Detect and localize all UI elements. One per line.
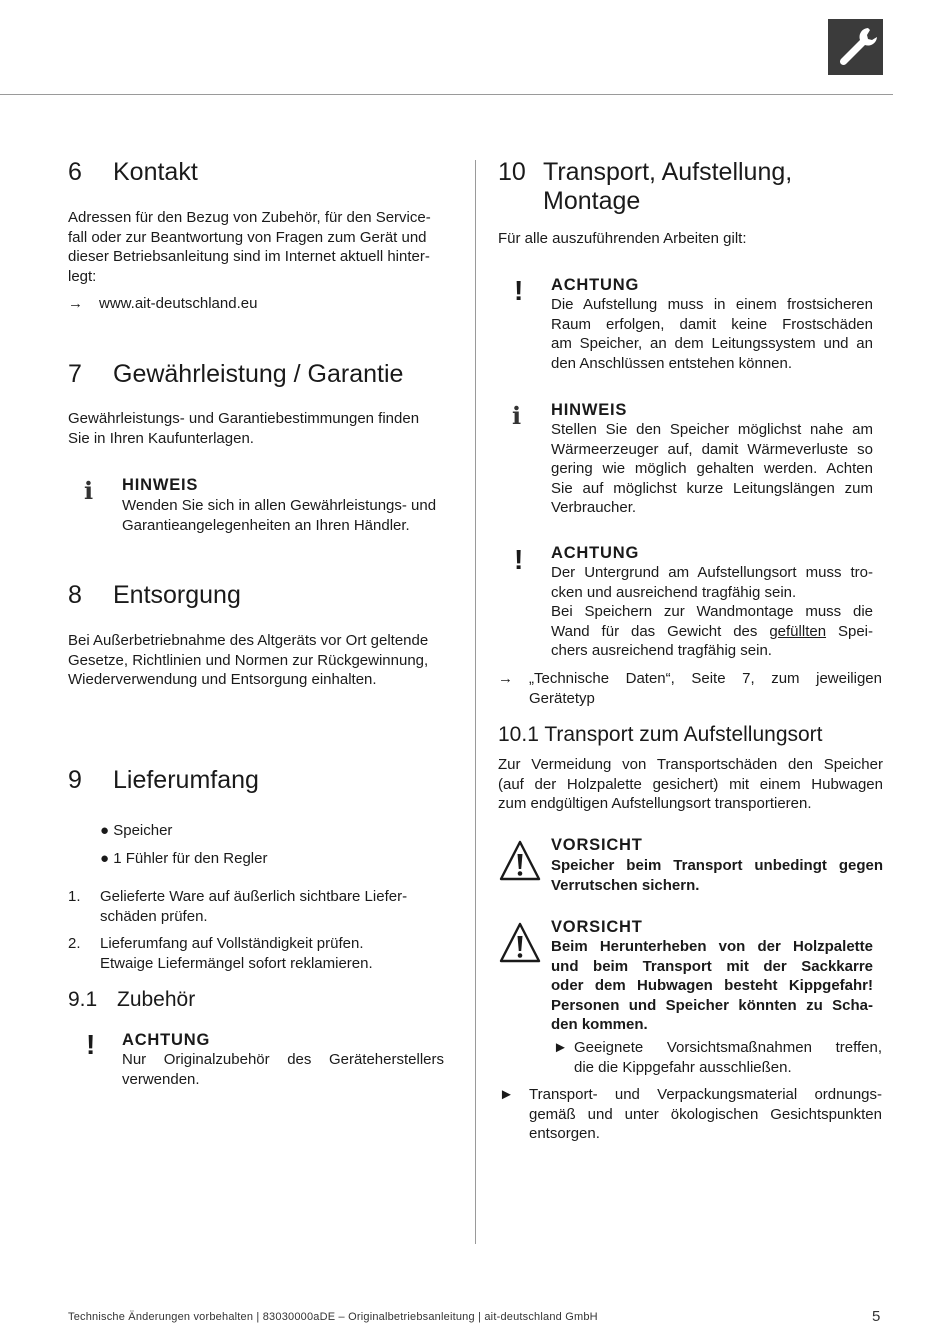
caution-body	[551, 937, 873, 1035]
warning-body	[122, 1050, 444, 1089]
link-arrow-icon: →	[68, 295, 83, 312]
section-8-paragraph	[68, 631, 453, 690]
warning-triangle-icon	[498, 921, 542, 965]
warning-triangle-icon	[498, 839, 542, 883]
section-number: 8	[68, 581, 82, 609]
text-line: Sie auf möglichst kurze Leitungslängen zum	[551, 479, 873, 497]
text-line: Bei Außerbetriebnahme des Altgeräts vor Ort geltende	[68, 632, 429, 649]
caution-body	[551, 856, 883, 895]
intro-text: Für alle auszuführenden Arbeiten gilt:	[498, 230, 747, 247]
text-line: gemäß und unter ökologischen Gesichtspunkten	[529, 1105, 882, 1123]
section-10-heading	[498, 158, 898, 218]
website-link[interactable]: www.ait-deutschland.eu	[99, 295, 258, 312]
reference-arrow-icon: →	[498, 670, 513, 687]
text-line: (auf der Holzpalette gesichert) mit einem Hubwagen	[498, 775, 883, 793]
text-line: am Speicher, an dem Leitungssystem und an	[551, 335, 873, 352]
action-triangle-icon: ►	[499, 1086, 514, 1103]
section-number: 10	[498, 158, 526, 186]
section-title: Kontakt	[113, 158, 198, 186]
text-line: dieser Betriebsanleitung sind im Internet aktuell hinter-	[68, 248, 430, 265]
section-7-paragraph	[68, 409, 453, 448]
section-title-continued: Montage	[543, 187, 641, 215]
column-divider	[475, 160, 476, 1244]
caution-label: VORSICHT	[551, 918, 643, 936]
text-line: Transport- und Verpackungsmaterial ordnungs-	[529, 1086, 882, 1103]
section-number: 9	[68, 766, 82, 794]
warning-body	[551, 563, 873, 661]
text-line: legt:	[68, 267, 97, 285]
text-line: Etwaige Liefermängel sofort reklamieren.	[100, 954, 373, 972]
text-line: Garantieangelegenheiten an Ihren Händler.	[122, 516, 410, 534]
text-line: verwenden.	[122, 1070, 200, 1088]
caution-action	[574, 1038, 882, 1077]
section-6-paragraph	[68, 208, 453, 286]
warning-body	[551, 295, 873, 373]
section-8-heading	[68, 581, 448, 611]
text-line: Geeignete Vorsichtsmaßnahmen treffen,	[574, 1039, 882, 1056]
step-number: 1.	[68, 888, 81, 905]
text-line: fall oder zur Beantwortung von Fragen zum Gerät und	[68, 228, 427, 246]
text-line: Wärmeerzeuger auf, damit Wärmeverluste so	[551, 440, 873, 458]
section-title: Entsorgung	[113, 581, 241, 609]
section-number: 7	[68, 360, 82, 388]
text-line: Raum erfolgen, damit keine Frostschäden	[551, 315, 873, 333]
text-line: Gerätetyp	[529, 689, 595, 707]
text-line: schäden prüfen.	[100, 907, 208, 925]
text-line: Der Untergrund am Aufstellungsort muss tro-	[551, 564, 873, 581]
section-9-1-heading	[68, 987, 448, 1013]
warning-label: ACHTUNG	[551, 276, 640, 294]
step-number: 2.	[68, 935, 81, 952]
text-line: gering wie möglich gehalten werden. Achten	[551, 460, 873, 477]
exclamation-icon: !	[514, 275, 524, 306]
text-line: Gewährleistungs- und Garantiebestimmungen finden	[68, 410, 420, 427]
text-line: Personen und Speicher könnten zu Scha-	[551, 996, 873, 1014]
text-line: Wiederverwendung und Entsorgung einhalten.	[68, 671, 377, 688]
text-line: oder dem Hubwagen besteht Kippgefahr!	[551, 977, 873, 994]
text-line: Sie in Ihren Kaufunterlagen.	[68, 429, 254, 447]
note-label: HINWEIS	[551, 401, 628, 419]
section-title: Zubehör	[117, 988, 196, 1011]
page-number: 5	[872, 1308, 881, 1325]
section-9-heading	[68, 766, 448, 796]
text-line: Zur Vermeidung von Transportschäden den Speicher	[498, 756, 883, 773]
text-line: und beim Transport mit der Sackkarre	[551, 957, 873, 975]
text-line: den kommen.	[551, 1016, 648, 1033]
text-line: zum endgültigen Aufstellungsort transportieren.	[498, 795, 812, 812]
text-line: Verrutschen sichern.	[551, 876, 700, 894]
list-item: ● Speicher	[100, 822, 173, 839]
text-line: die die Kippgefahr ausschließen.	[574, 1058, 792, 1076]
section-title: Gewährleistung / Garantie	[113, 360, 404, 388]
text-line: cken und ausreichend tragfähig sein.	[551, 583, 797, 601]
text-line: Beim Herunterheben von der Holzpalette	[551, 938, 873, 955]
section-title: Lieferumfang	[113, 766, 259, 794]
step-text	[100, 934, 452, 973]
section-7-heading	[68, 360, 448, 390]
text-line: Lieferumfang auf Vollständigkeit prüfen.	[100, 935, 364, 952]
list-item: ● 1 Fühler für den Regler	[100, 850, 268, 867]
text-line: Nur Originalzubehör des Geräteherstellers	[122, 1051, 444, 1068]
text-line: Gelieferte Ware auf äußerlich sichtbare Liefer-	[100, 888, 408, 905]
text-fragment: Spei-	[826, 622, 873, 640]
info-icon: ℹ	[512, 402, 522, 430]
text-line: chers ausreichend tragfähig sein.	[551, 642, 772, 659]
text-line: Gesetze, Richtlinien und Normen zur Rückgewinnung,	[68, 651, 429, 669]
header-rule	[0, 94, 893, 95]
action-triangle-icon: ►	[553, 1039, 568, 1056]
text-line: Adressen für den Bezug von Zubehör, für den Service-	[68, 209, 431, 226]
text-line	[551, 622, 873, 642]
text-line: Stellen Sie den Speicher möglichst nahe am	[551, 421, 873, 438]
wrench-icon-box	[828, 19, 883, 75]
text-line: Bei Speichern zur Wandmontage muss die	[551, 603, 873, 620]
section-number: 9.1	[68, 988, 98, 1011]
info-icon: ℹ	[84, 477, 94, 505]
final-instruction	[529, 1085, 882, 1144]
note-label: HINWEIS	[122, 476, 199, 494]
footer-text: Technische Änderungen vorbehalten | 83030000aDE – Originalbetriebsanleitung | ait-deutschland GmbH	[68, 1311, 598, 1323]
warning-label: ACHTUNG	[551, 544, 640, 562]
section-6-heading	[68, 158, 448, 188]
text-fragment: Wand für das Gewicht des	[551, 622, 770, 640]
text-line: Verbraucher.	[551, 499, 637, 516]
text-line: „Technische Daten“, Seite 7, zum jeweiligen	[529, 670, 882, 687]
section-number: 6	[68, 158, 82, 186]
warning-label: ACHTUNG	[122, 1031, 211, 1049]
note-body	[551, 420, 873, 518]
exclamation-icon: !	[86, 1029, 96, 1060]
step-text	[100, 887, 452, 926]
section-title: Transport, Aufstellung,	[543, 158, 793, 186]
cross-reference[interactable]	[529, 669, 882, 708]
section-10-1-paragraph	[498, 755, 883, 814]
caution-label: VORSICHT	[551, 836, 643, 854]
wrench-icon	[828, 19, 883, 75]
text-line: Die Aufstellung muss in einem frostsicheren	[551, 296, 873, 313]
note-body	[122, 496, 452, 535]
underlined-word: gefüllten	[769, 622, 827, 640]
text-line: Speicher beim Transport unbedingt gegen	[551, 857, 883, 874]
text-line: entsorgen.	[529, 1125, 600, 1142]
text-line: Wenden Sie sich in allen Gewährleistungs- und	[122, 497, 437, 514]
text-line: den Anschlüssen entstehen können.	[551, 354, 793, 372]
exclamation-icon: !	[514, 544, 524, 575]
section-10-1-heading: 10.1 Transport zum Aufstellungsort	[498, 723, 823, 746]
